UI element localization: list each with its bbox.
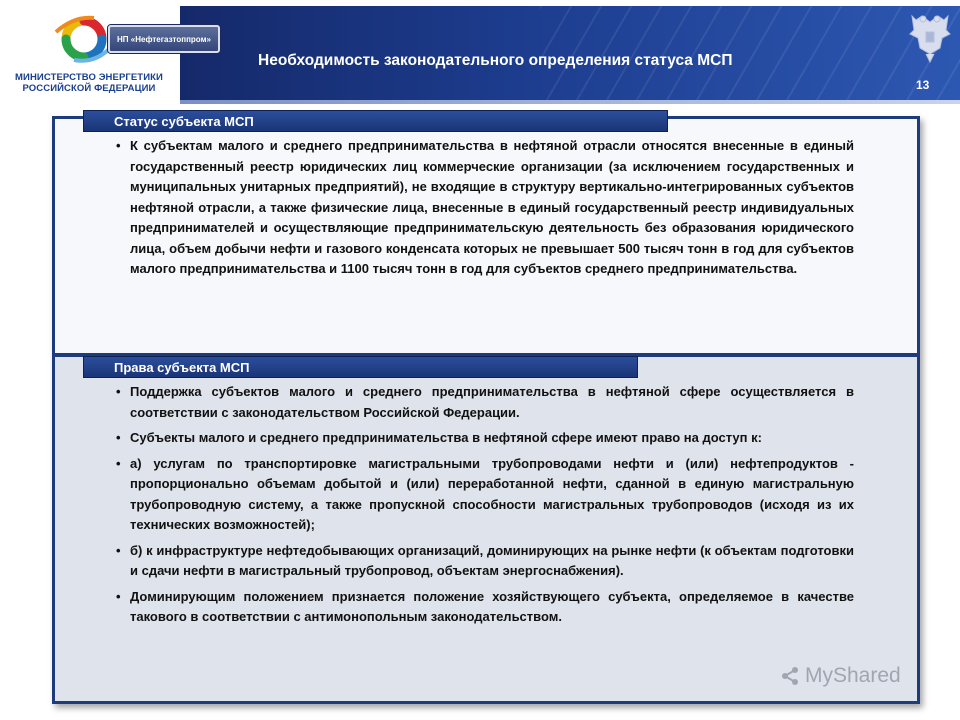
coat-of-arms-icon [908, 10, 952, 64]
org-badge: НП «Нефтегазтоппром» [108, 25, 220, 53]
share-icon [780, 666, 800, 686]
list-item: • б) к инфраструктуре нефтедобывающих организаций, доминирующих на рынке нефти (к объектам подготовки и сдачи нефти в магистральный трубопровод, объектам энергоснабжения). [116, 541, 854, 582]
section-heading-status: Статус субъекта МСП [83, 110, 668, 132]
list-item: • Доминирующим положением признается положение хозяйствующего субъекта, определяемое в качестве такового в соответствии с антимонопольным законодательством. [116, 587, 854, 628]
status-bullet-list [116, 136, 854, 285]
list-item: • Субъекты малого и среднего предпринимательства в нефтяной сфере имеют право на доступ к: [116, 428, 854, 449]
ministry-name: МИНИСТЕРСТВО ЭНЕРГЕТИКИ РОССИЙСКОЙ ФЕДЕРАЦИИ [15, 72, 163, 94]
section-heading-rights: Права субъекта МСП [83, 356, 638, 378]
rights-bullet-list [116, 382, 854, 633]
watermark [780, 664, 901, 688]
watermark-text: MyShared [805, 664, 901, 687]
list-item: • Поддержка субъектов малого и среднего предпринимательства в нефтяной сфере осуществляется в соответствии с законодательством Российской Федерации. [116, 382, 854, 423]
page-title: Необходимость законодательного определения статуса МСП [258, 52, 733, 69]
slide-number: 13 [916, 78, 930, 92]
list-item: • К субъектам малого и среднего предпринимательства в нефтяной отрасли относятся внесенные в единый государственный реестр юридических лиц коммерческие организации (за исключением государственных и муниципальных унитарных предприятий), не входящие в структуру вертикально-интегрированных субъектов нефтяной отрасли, а также физические лица, внесенные в единый государственный реестр индивидуальных предпринимателей и осуществляющие предпринимательскую деятельность без образования юридического лица, объем добычи нефти и газового конденсата которых не превышает 500 тысяч тонн в год для субъектов малого предпринимательства и 1100 тысяч тонн в год для субъектов среднего предпринимательства. [116, 136, 854, 280]
list-item: • а) услугам по транспортировке магистральными трубопроводами нефти и (или) нефтепродуктов - пропорционально объемам добытой и (или) переработанной нефти, сданной в единую магистральную трубопроводную систему, а также пропускной способности магистральных трубопроводов (исходя из их технических возможностей); [116, 454, 854, 536]
